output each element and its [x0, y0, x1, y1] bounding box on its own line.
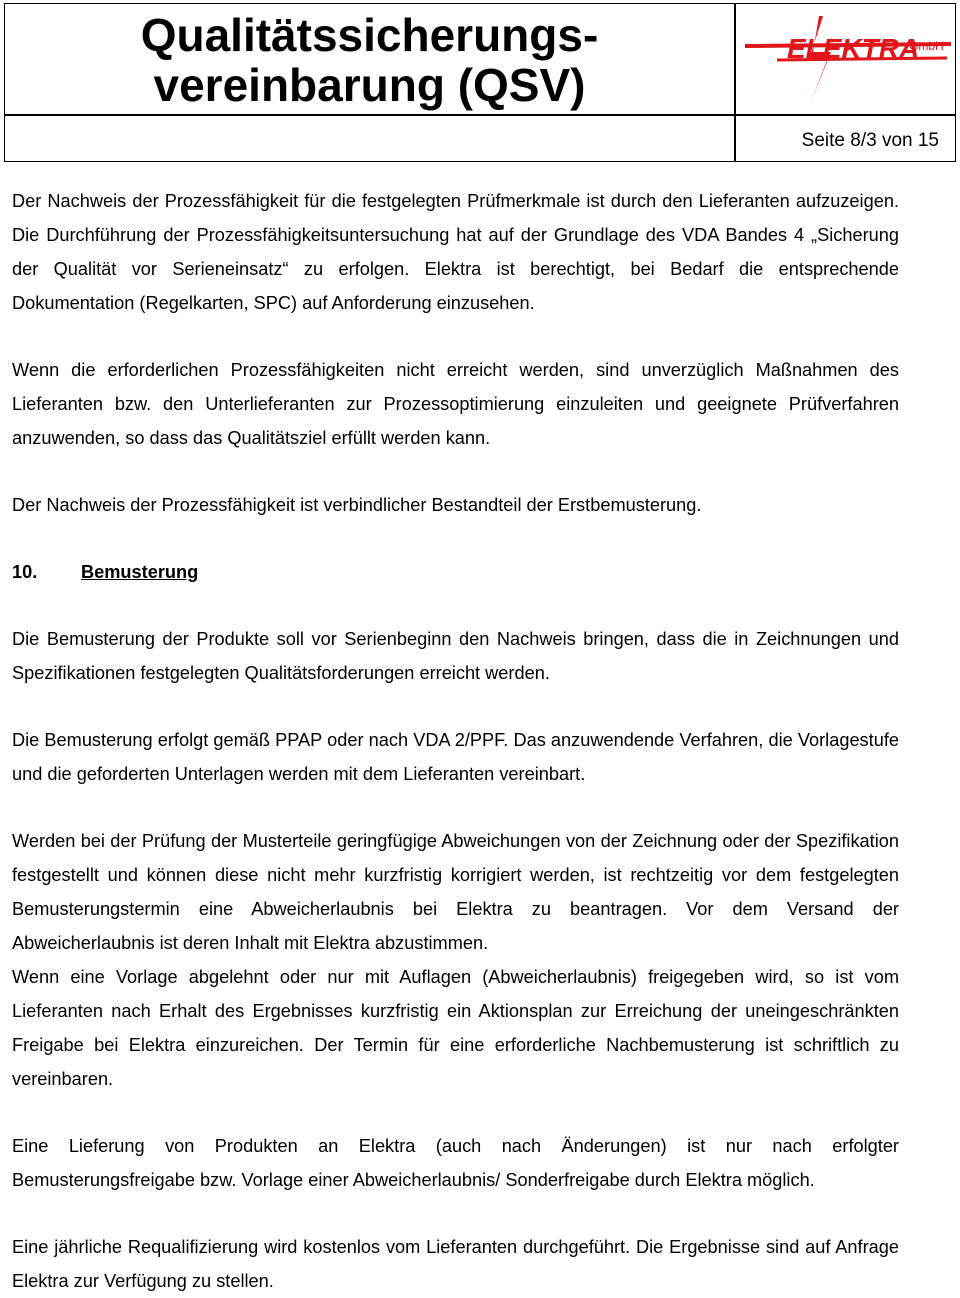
logo-suffix: GmbH — [909, 39, 944, 53]
section-heading — [12, 555, 899, 589]
paragraph: Wenn eine Vorlage abgelehnt oder nur mit Auflagen (Abweicherlaubnis) freigegeben wird, so ist vom Lieferanten nach Erhalt des Ergebnisses kurzfristig ein Aktionsplan zur Erreichung der uneingeschränkten Freigabe bei Elektra einzureichen. Der Termin für eine erforderliche Nachbemusterung ist schriftlich zu vereinbaren. — [12, 967, 899, 1089]
title-line-2: vereinbarung (QSV) — [153, 59, 586, 111]
paragraph: Eine Lieferung von Produkten an Elektra (auch nach Änderungen) ist nur nach erfolgter Bemusterungsfreigabe bzw. Vorlage einer Abweicherlaubnis/ Sonderfreigabe durch Elektra möglich. — [12, 1136, 899, 1190]
section-number: 10. — [12, 562, 38, 582]
paragraph: Wenn die erforderlichen Prozessfähigkeiten nicht erreicht werden, sind unverzüglich Maßnahmen des Lieferanten bzw. den Unterlieferanten zur Prozessoptimierung einzuleiten und geeignete Prüfverfahren anzuwenden, so dass das Qualitätsziel erfüllt werden kann. — [12, 360, 899, 448]
header-divider-vertical — [734, 4, 736, 161]
paragraph: Die Bemusterung der Produkte soll vor Serienbeginn den Nachweis bringen, dass die in Zeichnungen und Spezifikationen festgelegten Qualitätsforderungen erreicht werden. — [12, 629, 899, 683]
document-title — [5, 10, 734, 110]
elektra-logo — [737, 10, 955, 110]
paragraph: Eine jährliche Requalifizierung wird kostenlos vom Lieferanten durchgeführt. Die Ergebnisse sind auf Anfrage Elektra zur Verfügung zu stellen. — [12, 1237, 899, 1291]
paragraph: Werden bei der Prüfung der Musterteile geringfügige Abweichungen von der Zeichnung oder der Spezifikation festgestellt und können diese nicht mehr kurzfristig korrigiert werden, ist rechtzeitig vor dem festgelegten Bemusterungstermin eine Abweicherlaubnis bei Elektra zu beantragen. Vor dem Versand der Abweicherlaubnis ist deren Inhalt mit Elektra abzustimmen. — [12, 831, 899, 953]
page-number: Seite 8/3 von 15 — [801, 130, 939, 151]
paragraph: Der Nachweis der Prozessfähigkeit für die festgelegten Prüfmerkmale ist durch den Lieferanten aufzuzeigen. Die Durchführung der Prozessfähigkeitsuntersuchung hat auf der Grundlage des VDA Bandes 4 „Sicherung der Qualität vor Serieneinsatz“ zu erfolgen. Elektra ist berechtigt, bei Bedarf die entsprechende Dokumentation (Regelkarten, SPC) auf Anforderung einzusehen. — [12, 191, 899, 313]
document-header — [4, 3, 956, 162]
paragraph: Die Bemusterung erfolgt gemäß PPAP oder nach VDA 2/PPF. Das anzuwendende Verfahren, die Vorlagestufe und die geforderten Unterlagen werden mit dem Lieferanten vereinbart. — [12, 730, 899, 784]
title-line-1: Qualitätssicherungs- — [140, 9, 599, 61]
header-divider-horizontal — [5, 114, 955, 116]
section-title: Bemusterung — [81, 562, 199, 582]
paragraph: Der Nachweis der Prozessfähigkeit ist verbindlicher Bestandteil der Erstbemusterung. — [12, 495, 702, 515]
document-body — [12, 184, 899, 1298]
logo-wordmark: ELEKTRA — [787, 33, 920, 64]
